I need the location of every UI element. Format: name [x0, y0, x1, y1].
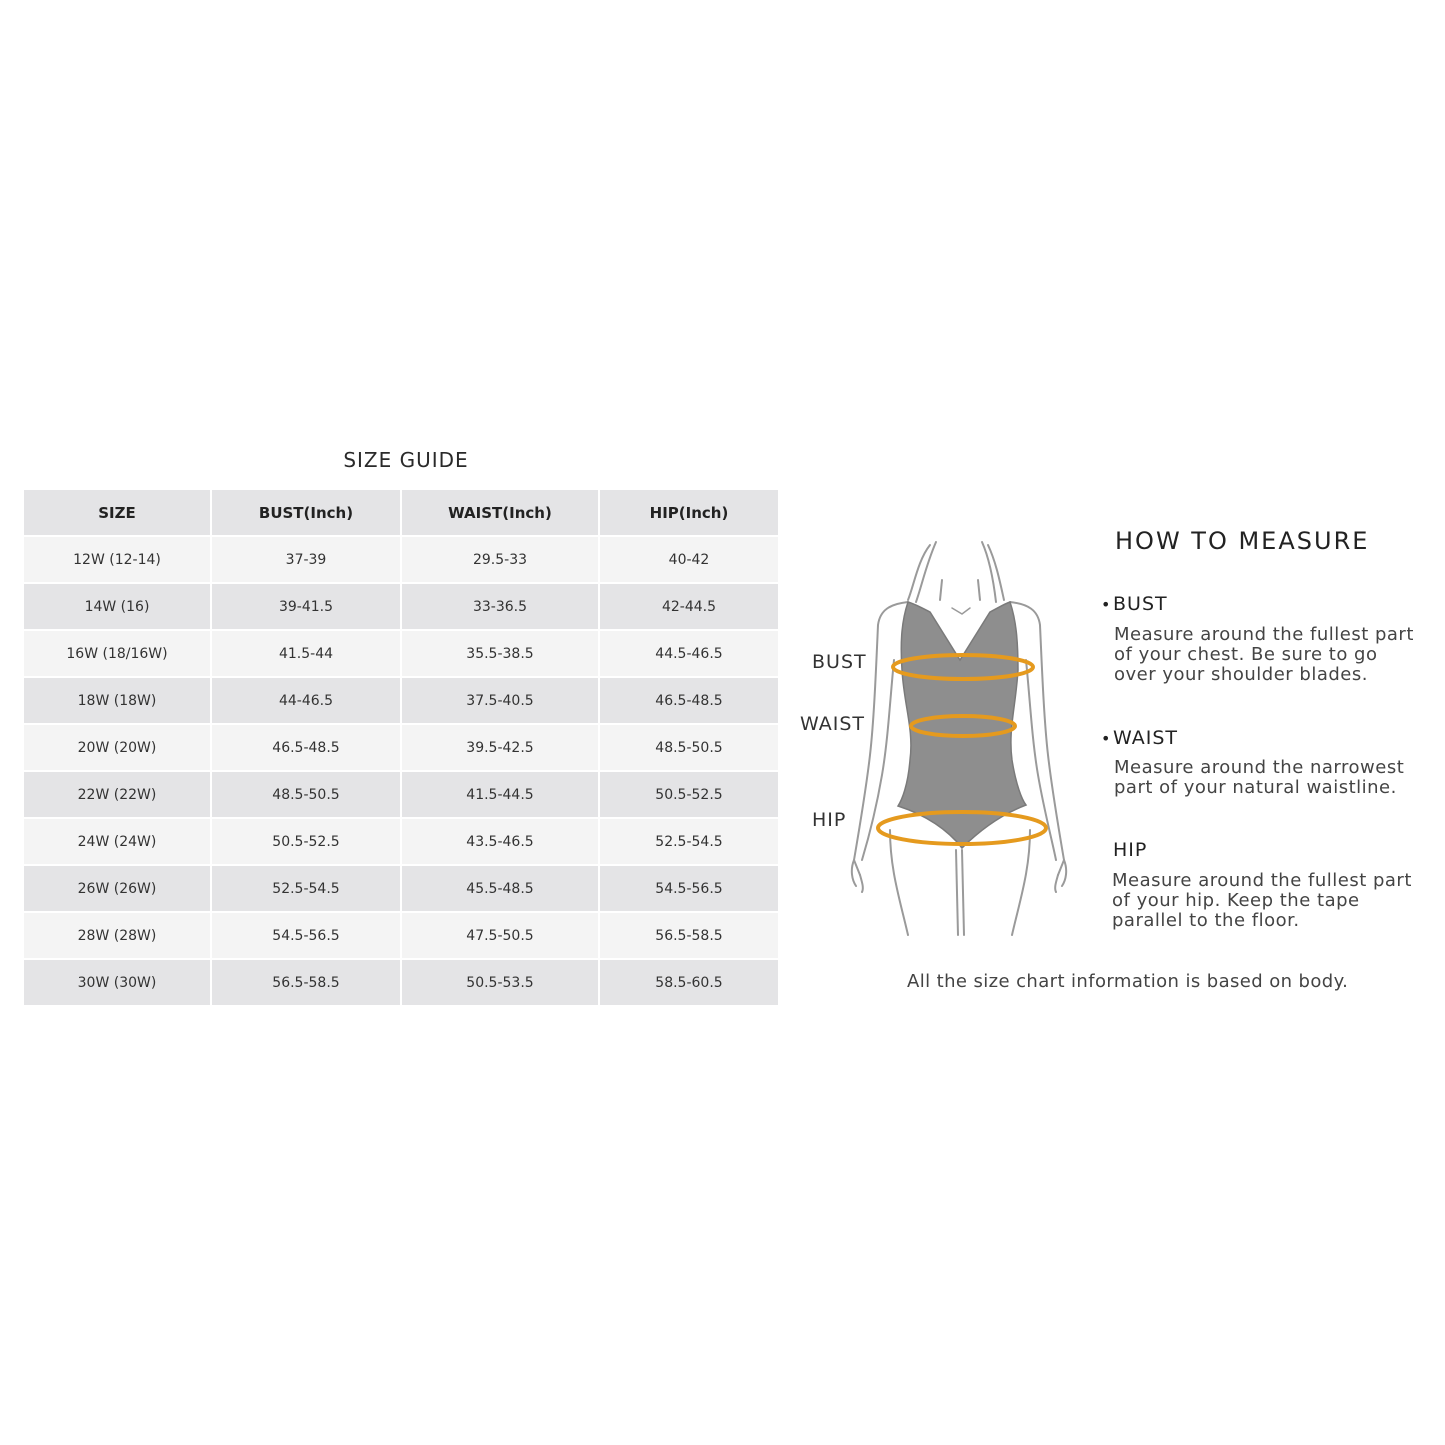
bust-desc-line: Measure around the fullest part	[1114, 624, 1414, 645]
cell-bust: 37-39	[212, 537, 402, 584]
cell-bust: 52.5-54.5	[212, 866, 402, 913]
cell-waist: 47.5-50.5	[402, 913, 600, 960]
cell-bust: 46.5-48.5	[212, 725, 402, 772]
table-row	[24, 678, 778, 725]
cell-bust: 54.5-56.5	[212, 913, 402, 960]
cell-waist: 41.5-44.5	[402, 772, 600, 819]
cell-bust: 44-46.5	[212, 678, 402, 725]
column-header-bust: BUST(Inch)	[212, 490, 402, 537]
table-row	[24, 772, 778, 819]
cell-bust: 41.5-44	[212, 631, 402, 678]
cell-size: 18W (18W)	[24, 678, 212, 725]
cell-waist: 43.5-46.5	[402, 819, 600, 866]
size-chart-footnote: All the size chart information is based on body.	[907, 971, 1349, 992]
cell-hip: 44.5-46.5	[600, 631, 778, 678]
cell-waist: 50.5-53.5	[402, 960, 600, 1007]
cell-hip: 48.5-50.5	[600, 725, 778, 772]
figure-label-hip: HIP	[812, 809, 847, 831]
cell-waist: 29.5-33	[402, 537, 600, 584]
cell-bust: 56.5-58.5	[212, 960, 402, 1007]
hip-description	[1112, 871, 1427, 931]
hip-heading: HIP	[1113, 839, 1148, 861]
waist-heading: WAIST	[1113, 727, 1179, 749]
cell-hip: 40-42	[600, 537, 778, 584]
cell-waist: 35.5-38.5	[402, 631, 600, 678]
cell-bust: 39-41.5	[212, 584, 402, 631]
cell-hip: 58.5-60.5	[600, 960, 778, 1007]
cell-waist: 37.5-40.5	[402, 678, 600, 725]
cell-hip: 46.5-48.5	[600, 678, 778, 725]
table-row	[24, 631, 778, 678]
table-header-row	[24, 490, 778, 537]
table-row	[24, 866, 778, 913]
cell-size: 14W (16)	[24, 584, 212, 631]
hip-desc-line: parallel to the floor.	[1112, 910, 1300, 931]
table-row	[24, 725, 778, 772]
cell-hip: 50.5-52.5	[600, 772, 778, 819]
table-row	[24, 584, 778, 631]
column-header-size: SIZE	[24, 490, 212, 537]
cell-waist: 39.5-42.5	[402, 725, 600, 772]
body-figure	[790, 530, 1090, 950]
cell-size: 26W (26W)	[24, 866, 212, 913]
cell-hip: 42-44.5	[600, 584, 778, 631]
waist-description	[1114, 758, 1429, 798]
table-row	[24, 960, 778, 1007]
cell-hip: 54.5-56.5	[600, 866, 778, 913]
cell-bust: 48.5-50.5	[212, 772, 402, 819]
figure-label-waist: WAIST	[800, 713, 866, 735]
cell-size: 16W (18/16W)	[24, 631, 212, 678]
cell-bust: 50.5-52.5	[212, 819, 402, 866]
cell-size: 20W (20W)	[24, 725, 212, 772]
how-to-measure-title: HOW TO MEASURE	[1115, 527, 1370, 555]
waist-desc-line: Measure around the narrowest	[1114, 757, 1405, 778]
table-row	[24, 819, 778, 866]
table-row	[24, 913, 778, 960]
cell-waist: 33-36.5	[402, 584, 600, 631]
cell-size: 22W (22W)	[24, 772, 212, 819]
column-header-hip: HIP(Inch)	[600, 490, 778, 537]
cell-hip: 56.5-58.5	[600, 913, 778, 960]
cell-hip: 52.5-54.5	[600, 819, 778, 866]
hip-desc-line: Measure around the fullest part	[1112, 870, 1412, 891]
bullet-icon: •	[1101, 729, 1111, 748]
waist-desc-line: part of your natural waistline.	[1114, 777, 1397, 798]
cell-waist: 45.5-48.5	[402, 866, 600, 913]
bust-desc-line: over your shoulder blades.	[1114, 664, 1368, 685]
bullet-icon: •	[1101, 595, 1111, 614]
table-row	[24, 537, 778, 584]
size-guide-title: SIZE GUIDE	[343, 448, 469, 472]
cell-size: 24W (24W)	[24, 819, 212, 866]
size-table	[24, 490, 778, 1007]
hip-desc-line: of your hip. Keep the tape	[1112, 890, 1360, 911]
cell-size: 28W (28W)	[24, 913, 212, 960]
body-silhouette-icon	[790, 530, 1090, 950]
cell-size: 30W (30W)	[24, 960, 212, 1007]
cell-size: 12W (12-14)	[24, 537, 212, 584]
bust-heading: BUST	[1113, 593, 1168, 615]
bust-description	[1114, 625, 1429, 685]
column-header-waist: WAIST(Inch)	[402, 490, 600, 537]
figure-label-bust: BUST	[812, 651, 867, 673]
bust-desc-line: of your chest. Be sure to go	[1114, 644, 1378, 665]
